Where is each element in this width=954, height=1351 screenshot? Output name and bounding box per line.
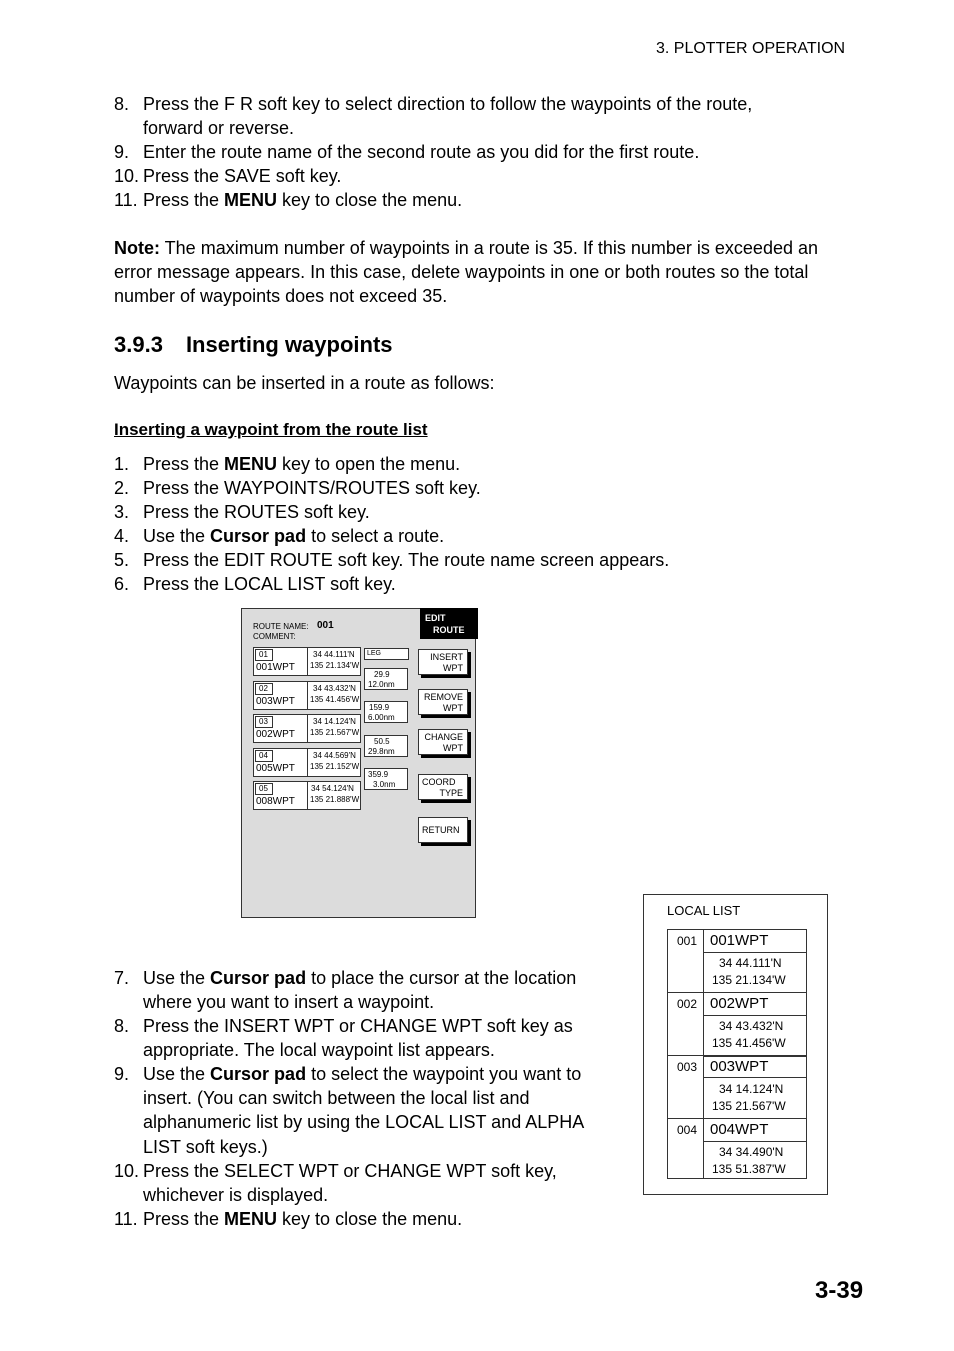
tab-line: EDIT: [425, 613, 446, 623]
waypoint-no: 04: [255, 750, 273, 762]
step-number: 5.: [114, 550, 130, 570]
entry-lon: 135 41.456'W: [712, 1036, 786, 1050]
step-number: 9.: [114, 142, 130, 162]
note-line: number of waypoints does not exceed 35.: [114, 286, 448, 306]
leg-course: 50.5: [374, 737, 390, 746]
section-number: 3.9.3: [114, 332, 163, 357]
change-wpt-softkey[interactable]: [418, 729, 468, 755]
entry-lon: 135 21.134'W: [712, 973, 786, 987]
step-text: Press the EDIT ROUTE soft key. The route name screen appears.: [143, 550, 670, 570]
waypoint-lon: 135 21.888'W: [310, 795, 360, 804]
waypoint-lat: 34 44.569'N: [313, 751, 356, 760]
waypoint-row[interactable]: [253, 714, 361, 743]
waypoint-row[interactable]: [253, 748, 361, 777]
leg-cell: [364, 668, 408, 690]
entry-no: 002: [677, 997, 698, 1011]
text: to select a route.: [306, 526, 445, 546]
waypoint-row[interactable]: [253, 781, 361, 810]
text: key to close the menu.: [277, 190, 463, 210]
step-text: Enter the route name of the second route as you did for the first route.: [143, 142, 700, 162]
tab-line: ROUTE: [433, 625, 465, 635]
entry-name: 002WPT: [710, 995, 769, 1012]
local-list-panel: [643, 894, 828, 1195]
waypoint-row[interactable]: [253, 647, 361, 676]
leg-course: 159.9: [369, 703, 390, 712]
waypoint-name: 005WPT: [256, 763, 295, 774]
entry-lat: 34 14.124'N: [719, 1082, 784, 1096]
softkey-line: INSERT: [430, 652, 463, 662]
leg-distance: 3.0nm: [373, 780, 396, 789]
step-text: [143, 1062, 581, 1086]
route-name-label: ROUTE NAME:: [253, 622, 309, 631]
waypoint-row[interactable]: [253, 681, 361, 710]
leg-distance: 29.8nm: [368, 747, 395, 756]
step-text: LIST soft keys.): [143, 1137, 268, 1157]
waypoint-no: 01: [255, 649, 273, 661]
return-softkey[interactable]: [418, 817, 468, 843]
entry-name: 004WPT: [710, 1121, 769, 1138]
section-intro: Waypoints can be inserted in a route as follows:: [114, 373, 495, 393]
softkey-line: CHANGE: [424, 732, 463, 742]
waypoint-name: 002WPT: [256, 729, 295, 740]
step-text: Press the SELECT WPT or CHANGE WPT soft key,: [143, 1161, 557, 1181]
local-list-entry[interactable]: [668, 1119, 806, 1179]
softkey-line: TYPE: [439, 788, 463, 798]
step-number: 9.: [114, 1064, 130, 1084]
step-text: Press the LOCAL LIST soft key.: [143, 574, 396, 594]
entry-no: 004: [677, 1123, 698, 1137]
text: to select the waypoint you want to: [306, 1064, 582, 1084]
key-name: MENU: [224, 454, 278, 474]
entry-lat: 34 43.432'N: [719, 1019, 784, 1033]
leg-course: 29.9: [374, 670, 390, 679]
step-number: 10.: [114, 166, 140, 186]
leg-distance: 6.00nm: [368, 713, 395, 722]
step-text: appropriate. The local waypoint list appears.: [143, 1040, 495, 1060]
softkey-line: COORD: [422, 777, 456, 787]
step-text: [143, 188, 462, 212]
page-number: 3-39: [815, 1277, 864, 1304]
entry-lat: 34 44.111'N: [719, 956, 782, 970]
note-line: error message appears. In this case, delete waypoints in one or both routes so the total: [114, 262, 809, 282]
text: to place the cursor at the location: [306, 968, 577, 988]
step-text: alphanumeric list by using the LOCAL LIST and ALPHA: [143, 1112, 585, 1132]
step-number: 11.: [114, 190, 138, 210]
waypoint-name: 003WPT: [256, 696, 295, 707]
comment-label: COMMENT:: [253, 632, 296, 641]
waypoint-lat: 34 54.124'N: [311, 784, 354, 793]
leg-label: LEG: [367, 650, 382, 657]
step-text: Press the ROUTES soft key.: [143, 502, 370, 522]
waypoint-no: 02: [255, 683, 273, 695]
entry-lon: 135 51.387'W: [712, 1162, 786, 1176]
waypoint-lon: 135 21.567'W: [310, 728, 360, 737]
coord-type-softkey[interactable]: [418, 774, 468, 800]
key-name: MENU: [224, 1209, 278, 1229]
edit-route-tab: [420, 608, 478, 639]
section-title: Inserting waypoints: [185, 332, 393, 357]
text: Use the: [143, 526, 211, 546]
step-text: where you want to insert a waypoint.: [143, 992, 435, 1012]
text: Use the: [143, 1064, 211, 1084]
leg-header: [364, 648, 409, 660]
leg-cell: [364, 735, 408, 757]
key-name: Cursor pad: [210, 526, 307, 546]
local-list-title: LOCAL LIST: [667, 903, 741, 918]
step-number: 7.: [114, 968, 130, 988]
subheading: Inserting a waypoint from the route list: [114, 420, 428, 439]
step-text: Press the INSERT WPT or CHANGE WPT soft key as: [143, 1016, 573, 1036]
entry-name: 001WPT: [710, 932, 769, 949]
step-text: [143, 1207, 462, 1231]
leg-course: 359.9: [368, 770, 389, 779]
leg-cell: [364, 701, 408, 723]
step-text: Press the SAVE soft key.: [143, 166, 342, 186]
insert-wpt-softkey[interactable]: [418, 649, 468, 675]
text: Use the: [143, 968, 211, 988]
text: key to close the menu.: [277, 1209, 463, 1229]
local-list-table: [667, 929, 807, 1179]
step-number: 10.: [114, 1161, 140, 1181]
entry-no: 001: [677, 934, 698, 948]
step-text: Press the WAYPOINTS/ROUTES soft key.: [143, 478, 481, 498]
step-text: insert. (You can switch between the local list and: [143, 1088, 530, 1108]
step-number: 11.: [114, 1209, 138, 1229]
waypoint-lon: 135 21.152'W: [310, 762, 360, 771]
edit-route-screen: [241, 608, 476, 918]
step-number: 8.: [114, 1016, 130, 1036]
route-name-value: 001: [317, 620, 334, 631]
entry-no: 003: [677, 1060, 698, 1074]
text: Press the: [143, 454, 225, 474]
waypoint-lon: 135 41.456'W: [310, 695, 360, 704]
leg-distance: 12.0nm: [368, 680, 395, 689]
text: Press the: [143, 1209, 225, 1229]
step-number: 3.: [114, 502, 130, 522]
entry-lat: 34 34.490'N: [719, 1145, 784, 1159]
local-list-entry-selected[interactable]: [668, 1056, 806, 1118]
step-text: [143, 524, 444, 548]
softkey-line: REMOVE: [423, 692, 463, 702]
note-line: [114, 236, 818, 260]
softkey-line: WPT: [443, 663, 463, 673]
softkey-line: WPT: [443, 743, 463, 753]
remove-wpt-softkey[interactable]: [418, 689, 468, 715]
waypoint-lat: 34 14.124'N: [313, 717, 356, 726]
section-heading: [114, 331, 393, 359]
step-text: [143, 452, 460, 476]
entry-name: 003WPT: [710, 1058, 769, 1075]
text: key to open the menu.: [277, 454, 461, 474]
leg-cell: [364, 768, 408, 790]
step-text: [143, 966, 576, 990]
key-name: Cursor pad: [210, 968, 307, 988]
key-name: Cursor pad: [210, 1064, 307, 1084]
step-number: 4.: [114, 526, 130, 546]
entry-lon: 135 21.567'W: [712, 1099, 786, 1113]
waypoint-lat: 34 43.432'N: [313, 684, 356, 693]
step-text: Press the F R soft key to select direction to follow the waypoints of the route,: [143, 94, 753, 114]
step-text: forward or reverse.: [143, 118, 295, 138]
softkey-line: RETURN: [422, 825, 460, 835]
step-number: 2.: [114, 478, 130, 498]
waypoint-name: 008WPT: [256, 796, 295, 807]
step-number: 6.: [114, 574, 130, 594]
waypoint-no: 05: [255, 783, 273, 795]
waypoint-lon: 135 21.134'W: [310, 661, 360, 670]
waypoint-name: 001WPT: [256, 662, 295, 673]
local-list-entry[interactable]: [668, 993, 806, 1055]
key-name: MENU: [224, 190, 278, 210]
step-number: 8.: [114, 94, 130, 114]
running-header: 3. PLOTTER OPERATION: [656, 40, 846, 57]
waypoint-no: 03: [255, 716, 273, 728]
note-text: The maximum number of waypoints in a route is 35. If this number is exceeded an: [160, 238, 818, 258]
waypoint-lat: 34 44.111'N: [313, 650, 355, 659]
note-label: Note:: [114, 238, 160, 258]
step-number: 1.: [114, 454, 130, 474]
softkey-line: WPT: [443, 703, 463, 713]
text: Press the: [143, 190, 225, 210]
local-list-entry[interactable]: [668, 930, 806, 992]
step-text: whichever is displayed.: [143, 1185, 329, 1205]
